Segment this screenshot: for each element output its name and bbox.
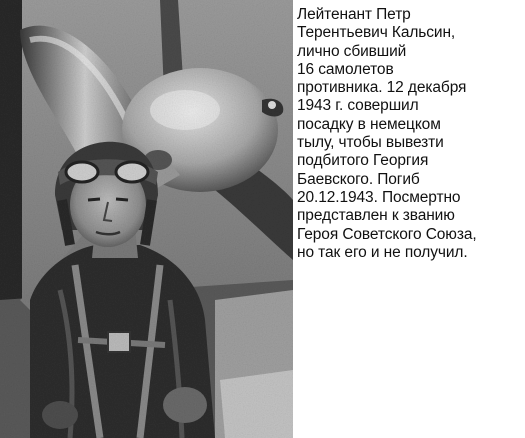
caption-line: Терентьевич Кальсин, <box>297 24 456 42</box>
caption-line: представлен к званию <box>297 207 455 225</box>
caption-line: Героя Советского Союза, <box>297 225 477 243</box>
caption-line: но так его и не получил. <box>297 243 468 261</box>
caption-line: 1943 г. совершил <box>297 97 419 115</box>
caption-line: лично сбивший <box>297 42 407 60</box>
caption-line: 20.12.1943. Посмертно <box>297 188 461 206</box>
caption-line: 16 самолетов <box>297 60 394 78</box>
caption-line: Лейтенант Петр <box>297 6 411 23</box>
caption-line: подбитого Георгия <box>297 152 429 170</box>
photo-caption <box>297 6 522 262</box>
caption-line: противника. 12 декабря <box>297 79 467 97</box>
caption-line: посадку в немецком <box>297 115 441 133</box>
caption-line: тылу, чтобы вывезти <box>297 134 444 152</box>
caption-line: Баевского. Погиб <box>297 170 420 188</box>
